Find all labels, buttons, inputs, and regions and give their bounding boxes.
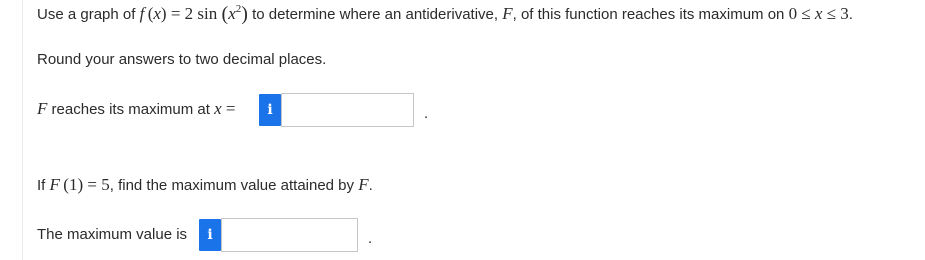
part2-label: The maximum value is bbox=[37, 226, 188, 243]
part2-period: . bbox=[368, 230, 373, 247]
question-text bbox=[37, 4, 853, 25]
part2-prompt-prefix: If bbox=[37, 177, 50, 194]
part1-label-text: reaches its maximum at bbox=[47, 101, 215, 118]
initial-condition-expression: F (1) = 5 bbox=[49, 175, 110, 194]
part2-prompt bbox=[37, 175, 373, 196]
question-intro-end: . bbox=[848, 6, 853, 23]
question-intro-prefix: Use a graph of bbox=[37, 6, 140, 23]
question-intro-middle: to determine where an antiderivative, bbox=[247, 6, 503, 23]
antiderivative-symbol: F bbox=[502, 4, 513, 23]
max-location-input[interactable] bbox=[281, 93, 414, 127]
part1-x-equals: x = bbox=[214, 99, 236, 118]
info-icon[interactable]: i bbox=[259, 94, 281, 126]
left-border-rule bbox=[22, 0, 23, 260]
question-intro-suffix: , of this function reaches its maximum on bbox=[512, 6, 789, 23]
info-icon[interactable]: i bbox=[199, 219, 221, 251]
interval-expression: 0 ≤ x ≤ 3 bbox=[788, 4, 849, 23]
max-value-input[interactable] bbox=[221, 218, 358, 252]
rounding-instruction: Round your answers to two decimal places. bbox=[37, 51, 327, 68]
part1-F-symbol: F bbox=[37, 99, 48, 118]
part1-period: . bbox=[424, 105, 429, 122]
function-expression: f (x) = 2 $\sin (x^2)$ bbox=[139, 3, 248, 25]
part1-label bbox=[37, 99, 236, 120]
part2-prompt-middle: , find the maximum value attained by bbox=[109, 177, 359, 194]
part2-F-symbol: F bbox=[358, 175, 369, 194]
part2-prompt-end: . bbox=[368, 177, 373, 194]
